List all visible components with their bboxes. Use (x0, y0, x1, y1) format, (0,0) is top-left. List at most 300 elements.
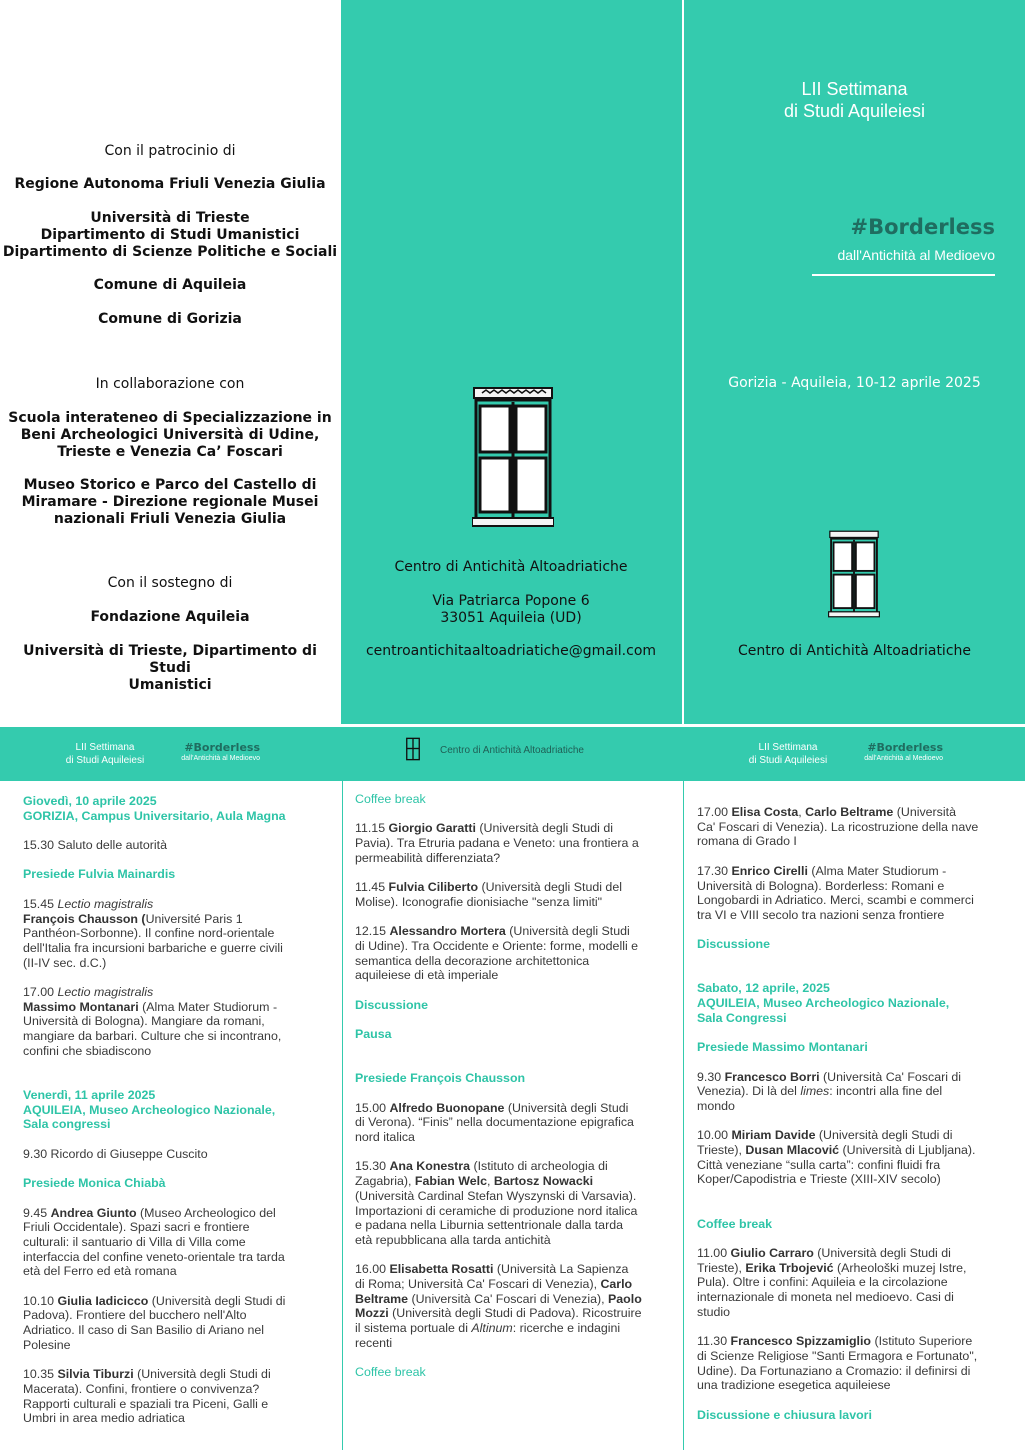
dip-scienze-politiche: Dipartimento di Scienze Politiche e Sociali (2, 244, 338, 260)
speaker-name: Elisabetta Rosatti (389, 1262, 494, 1277)
text: Importazioni di ceramiche di produzione nord italica (355, 1203, 638, 1218)
speaker-name: Bartosz Nowacki (493, 1174, 594, 1189)
spacer (355, 1086, 670, 1101)
spacer (23, 853, 328, 868)
univ-trieste: Università di Trieste (90, 210, 250, 226)
program-line (355, 836, 670, 851)
text: : incontri alla fine del (829, 1084, 943, 1099)
text: 10.10 (23, 1293, 58, 1308)
banner-hashtag-right: #Borderless (867, 741, 943, 754)
program-line (23, 1338, 328, 1353)
program-line (23, 1323, 328, 1338)
speaker-name: Giulia Iadicicco (57, 1293, 149, 1308)
speaker-name: Erika Trbojević (745, 1260, 834, 1275)
program-line (23, 1308, 328, 1323)
window-icon (828, 530, 880, 618)
text: (Università di Ljubljana). (839, 1143, 976, 1158)
program-line (355, 1130, 670, 1145)
program-line (355, 954, 670, 969)
program-line (697, 1143, 1007, 1158)
program-line (697, 1305, 1007, 1320)
section-heading: Presiede Monica Chiabà (23, 1176, 166, 1191)
text: (Università degli Studi di (813, 1245, 951, 1260)
fondazione: Fondazione Aquileia (90, 609, 250, 625)
program-line (23, 1044, 328, 1059)
text: 9.30 Ricordo di Giuseppe Cuscito (23, 1146, 208, 1161)
program-line (697, 1349, 1007, 1364)
spacer (23, 1132, 328, 1147)
program-line (23, 941, 328, 956)
coffee-break-label: Coffee break (355, 792, 426, 806)
text: di Udine). Tra Occidente e Oriente: forme, modelli e (355, 938, 639, 953)
program-line (355, 1174, 670, 1189)
text: Adriatico. Il caso di San Basilio di Ariano nel (23, 1323, 265, 1338)
italic-text: limes (800, 1084, 830, 1099)
text: di Roma; Università Ca' Foscari di Venezia), (355, 1277, 601, 1292)
cover-place-date: Gorizia - Aquileia, 10-12 aprile 2025 (728, 375, 981, 391)
spacer (23, 823, 328, 838)
text: e padana nella Liburnia settentrionale dalla tarda (355, 1218, 623, 1233)
text: (Università Ca' Foscari di (819, 1069, 962, 1084)
program-line (355, 1101, 670, 1116)
text: (Alma Mater Studiorum - (138, 999, 278, 1014)
program-line (697, 1261, 1007, 1276)
speaker-name: Carlo Beltrame (805, 805, 894, 819)
text: tra VI e VIII secolo tra nazioni senza frontiere (697, 907, 945, 922)
museo-line-1: Museo Storico e Parco del Castello di (23, 477, 317, 493)
text: 9.45 (23, 1205, 51, 1220)
program-line (23, 912, 328, 927)
speaker-name: Fabian Welc (414, 1174, 487, 1189)
program-line (697, 893, 1007, 908)
text: (Università degli Studi (504, 1100, 629, 1115)
spacer (697, 1202, 1007, 1217)
program-line (23, 1235, 328, 1250)
text: (Università degli Studi di (815, 1128, 953, 1143)
program-line (23, 838, 328, 853)
sostegno-label: Con il sostegno di (107, 575, 233, 591)
speaker-name: Giulio Carraro (730, 1245, 814, 1260)
program-line (355, 1233, 670, 1248)
text: (Istituto Superiore (871, 1334, 973, 1349)
section-heading: AQUILEIA, Museo Archeologico Nazionale, (697, 996, 950, 1011)
window-icon (472, 386, 554, 528)
spacer (697, 1393, 1007, 1408)
banner-subtitle: dall'Antichità al Medioevo (181, 755, 260, 762)
speaker-name: Enrico Cirelli (731, 863, 808, 878)
program-line (355, 895, 670, 910)
text: aquileiese di età imperiale (355, 968, 499, 983)
comune-gorizia: Comune di Gorizia (98, 311, 242, 327)
section-heading: Giovedì, 10 aprile 2025 (23, 794, 157, 808)
scuola-line-3: Trieste e Venezia Ca’ Foscari (57, 444, 283, 460)
collab-label: In collaborazione con (95, 376, 245, 392)
spacer (697, 1055, 1007, 1070)
program-line (23, 1382, 328, 1397)
program-line (697, 864, 1007, 879)
speaker-name: Beltrame (355, 1291, 409, 1306)
italic-text: Lectio magistralis (57, 985, 154, 1000)
program-line (23, 985, 328, 1000)
spacer (697, 1025, 1007, 1040)
text: mondo (697, 1098, 735, 1113)
text: Macerata). Confini, frontiere o convivenza? (23, 1381, 260, 1396)
text: Pavia). Tra Etruria padana e Veneto: una frontiera a (355, 836, 639, 851)
program-line (23, 1264, 328, 1279)
banner-centro: Centro di Antichità Altoadriatiche (440, 745, 584, 756)
speaker-name: Massimo Montanari (23, 999, 139, 1014)
section-heading: Pausa (355, 1027, 392, 1042)
text: nord italica (355, 1130, 415, 1145)
program-line (355, 1277, 670, 1292)
cover-panel (684, 0, 1025, 724)
program-line (23, 1220, 328, 1235)
section-heading: Presiede François Chausson (355, 1071, 526, 1086)
text: Trieste), (697, 1260, 746, 1275)
spacer (23, 1059, 328, 1074)
text: , (798, 805, 806, 819)
speaker-name: Paolo (608, 1291, 642, 1306)
coffee-break-label: Coffee break (355, 1365, 426, 1380)
contact-panel (340, 0, 682, 724)
text: 11.45 (355, 880, 389, 895)
text: (Alma Mater Studiorum - (807, 863, 947, 878)
banner (0, 727, 1025, 781)
text: (Museo Archeologico del (136, 1205, 276, 1220)
program-line (23, 1014, 328, 1029)
spacer (355, 1057, 670, 1072)
section-heading: Sala Congressi (697, 1010, 787, 1025)
program-line (697, 1334, 1007, 1349)
spacer (355, 1145, 670, 1160)
speaker-name: Fulvia Ciliberto (388, 880, 479, 895)
text: una tradizione esegetica aquileiese (697, 1378, 891, 1393)
program-line (355, 968, 670, 983)
text: (Università degli Studi del (478, 880, 622, 895)
program-line (23, 1294, 328, 1309)
speaker-name: François Chausson ( (23, 911, 146, 926)
text: il sistema portuale di (355, 1321, 472, 1336)
program-line (23, 956, 328, 971)
program-line (697, 1158, 1007, 1173)
text: 17.00 (697, 805, 732, 819)
scuola-line-1: Scuola interateneo di Specializzazione in (8, 410, 332, 426)
regione: Regione Autonoma Friuli Venezia Giulia (14, 176, 326, 192)
program-line (23, 926, 328, 941)
text: 15.45 (23, 896, 58, 911)
column-divider (339, 0, 341, 724)
spacer (355, 866, 670, 881)
program-line (355, 1292, 670, 1307)
speaker-name: Andrea Giunto (50, 1205, 137, 1220)
spacer (355, 1351, 670, 1366)
text: (II-IV sec. d.C.) (23, 955, 107, 970)
text: 10.00 (697, 1128, 732, 1143)
text: (Università degli Studi di (133, 1367, 271, 1382)
text: di Verona). “Finis” nella documentazione epigrafica (355, 1115, 634, 1130)
address-line-2: 33051 Aquileia (UD) (440, 610, 582, 626)
text: (Università (893, 805, 956, 819)
text: Koper/Capodistria e Trieste (XIII-XIV secolo) (697, 1172, 941, 1187)
column-divider (342, 781, 343, 1450)
email[interactable]: centroantichitaaltoadriatiche@gmail.com (365, 643, 657, 659)
banner-title-2-right: di Studi Aquileiesi (748, 754, 828, 766)
text: Città veneziane “sulla carta”: confini fluidi fra (697, 1157, 941, 1172)
text: Trieste), (697, 1143, 746, 1158)
univ-dip-line-1: Università di Trieste, Dipartimento di Studi (23, 643, 317, 676)
text: di Scienze Religiose "Santi Ermagora e Fortunato", (697, 1348, 978, 1363)
spacer (23, 1279, 328, 1294)
text: semantica della decorazione architettonica (355, 953, 590, 968)
spacer (697, 952, 1007, 967)
section-heading: Discussione (355, 997, 428, 1012)
program-line (697, 1246, 1007, 1261)
patrons-panel (0, 0, 340, 724)
text: 17.00 (23, 985, 58, 1000)
program-line (23, 1029, 328, 1044)
cover-divider (812, 274, 995, 276)
speaker-name: Alessandro Mortera (389, 924, 506, 939)
banner-title-2: di Studi Aquileiesi (65, 754, 145, 766)
cover-centro: Centro di Antichità Altoadriatiche (737, 643, 972, 659)
spacer (697, 1114, 1007, 1129)
text: internazionale di moneta nel medioevo. Casi di (697, 1290, 954, 1305)
spacer (23, 1161, 328, 1176)
text: Polesine (23, 1337, 71, 1352)
text: 16.00 (355, 1262, 390, 1277)
program-line (697, 1364, 1007, 1379)
text: (Università degli Studi (505, 924, 630, 939)
banner-subtitle-right: dall'Antichità al Medioevo (864, 755, 943, 762)
spacer (355, 1012, 670, 1027)
spacer (355, 910, 670, 925)
program-line (355, 924, 670, 939)
program-line (697, 1070, 1007, 1085)
comune-aquileia: Comune di Aquileia (93, 277, 247, 293)
text: età repubblicana alla tarda antichità (355, 1232, 551, 1247)
column-divider (683, 781, 684, 1450)
spacer (23, 1353, 328, 1368)
section-heading: Venerdì, 11 aprile 2025 (23, 1087, 156, 1102)
program-line (23, 1250, 328, 1265)
banner-title-1-right: LII Settimana (758, 742, 818, 753)
spacer (23, 882, 328, 897)
program-line (355, 1159, 670, 1174)
text: età del Ferro ed età romana (23, 1264, 177, 1279)
text: Università di Bologna). Mangiare da romani, (23, 1014, 265, 1029)
text: 11.00 (697, 1245, 731, 1260)
text: Université Paris 1 (145, 911, 243, 926)
text: 15.30 Saluto delle autorità (23, 838, 167, 853)
program-column-3 (697, 805, 1007, 1422)
text: 15.30 (355, 1159, 390, 1174)
program-line (23, 1206, 328, 1221)
program-line (355, 1321, 670, 1336)
text: 11.15 (355, 821, 389, 836)
program-line (355, 1336, 670, 1351)
spacer (23, 1191, 328, 1206)
program-line (23, 1397, 328, 1412)
cover-hashtag: #Borderless (850, 215, 995, 239)
spacer (697, 923, 1007, 938)
spacer (355, 983, 670, 998)
text: interfaccia del confine veneto-orientale tra tarda (23, 1249, 285, 1264)
text: culturali: il santuario di Villa di Villa come (23, 1234, 246, 1249)
text: Ca' Foscari di Venezia). La ricostruzione della nave (697, 819, 979, 834)
program-line (23, 897, 328, 912)
text: (Università Cardinal Stefan Wyszynski di Varsavia). (355, 1188, 637, 1203)
speaker-name: Silvia Tiburzi (57, 1367, 134, 1382)
program-column-2 (355, 792, 670, 1380)
spacer (697, 967, 1007, 982)
program-line (697, 834, 1007, 849)
program-line (697, 1099, 1007, 1114)
text: Zagabria), (355, 1174, 415, 1189)
cover-title-1: LII Settimana (801, 79, 908, 99)
text: studio (697, 1304, 731, 1319)
spacer (697, 1319, 1007, 1334)
speaker-name: Dusan Mlacović (745, 1143, 840, 1158)
program-line (697, 1378, 1007, 1393)
text: confini che sbiadiscono (23, 1043, 152, 1058)
program-line (23, 1367, 328, 1382)
text: 17.30 (697, 863, 732, 878)
univ-dip-line-2: Umanistici (128, 677, 212, 693)
text: Longobardi in Adriatico. Merci, scambi e commerci (697, 893, 974, 908)
section-heading: GORIZIA, Campus Universitario, Aula Magna (23, 808, 286, 823)
speaker-name: Giorgio Garatti (388, 821, 476, 836)
text: 12.15 (355, 924, 390, 939)
program-line (697, 1084, 1007, 1099)
text: dell'Italia fra incursioni barbariche e guerre civili (23, 940, 283, 955)
cover-subtitle: dall'Antichità al Medioevo (837, 247, 995, 263)
program-column-1 (23, 794, 328, 1426)
banner-title-1: LII Settimana (75, 742, 135, 753)
program-line (23, 1147, 328, 1162)
column-divider (682, 0, 684, 724)
program-line (355, 880, 670, 895)
program-line (355, 851, 670, 866)
speaker-name: Francesco Borri (724, 1069, 820, 1084)
text: (Università degli Studi di (148, 1293, 286, 1308)
dip-studi-umanistici: Dipartimento di Studi Umanistici (40, 227, 300, 243)
program-line (23, 1411, 328, 1426)
spacer (355, 1042, 670, 1057)
speaker-name: Alfredo Buonopane (389, 1100, 505, 1115)
section-heading: Presiede Fulvia Mainardis (23, 867, 176, 882)
program-line (355, 1218, 670, 1233)
program-line (23, 1000, 328, 1015)
text: Panthéon-Sorbonne). Il confine nord-orientale (23, 926, 275, 941)
program-line (355, 1204, 670, 1219)
spacer (23, 970, 328, 985)
banner-hashtag: #Borderless (184, 741, 260, 754)
program-line (697, 1172, 1007, 1187)
text: (Arheološki muzej Istre, (833, 1260, 967, 1275)
text: (Istituto di archeologia di (470, 1159, 608, 1174)
text: Udine). Da Fortunaziano a Cromazio: il definirsi di (697, 1363, 971, 1378)
program-line (697, 1275, 1007, 1290)
text: Pula). Oltre i confini: Aquileia e la circolazione (697, 1275, 948, 1290)
section-heading: Discussione e chiusura lavori (697, 1407, 872, 1422)
section-heading: Discussione (697, 937, 770, 952)
italic-text: Lectio magistralis (57, 896, 154, 911)
text: 11.30 (697, 1334, 731, 1349)
section-heading: Sala congressi (23, 1117, 111, 1132)
text: recenti (355, 1335, 393, 1350)
spacer (697, 1187, 1007, 1202)
program-line (355, 1189, 670, 1204)
patrocinio-label: Con il patrocinio di (104, 143, 236, 159)
speaker-name: Ana Konestra (389, 1159, 471, 1174)
cover-title-2: di Studi Aquileiesi (783, 101, 926, 121)
program-line (355, 1115, 670, 1130)
text: Venezia). Di là del (697, 1084, 801, 1099)
speaker-name: Francesco Spizzamiglio (730, 1334, 871, 1349)
speaker-name: Elisa Costa (731, 805, 799, 819)
italic-text: Altinum (471, 1321, 513, 1336)
text: (Università Ca' Foscari di Venezia), (408, 1291, 609, 1306)
section-heading: Coffee break (697, 1216, 773, 1231)
program-line (355, 1262, 670, 1277)
section-heading: Sabato, 12 aprile, 2025 (697, 981, 830, 996)
museo-line-2: Miramare - Direzione regionale Musei (21, 494, 319, 510)
spacer (355, 1248, 670, 1263)
text: mangiare da barbari. Culture che si incontrano, (23, 1029, 282, 1044)
speaker-name: Carlo (600, 1277, 633, 1292)
address-line-1: Via Patriarca Popone 6 (432, 593, 590, 609)
section-heading: Presiede Massimo Montanari (697, 1040, 868, 1055)
spacer (355, 807, 670, 822)
program-line (697, 879, 1007, 894)
spacer (23, 1073, 328, 1088)
text: Università di Bologna). Borderless: Romani e (697, 878, 945, 893)
program-line (697, 1128, 1007, 1143)
speaker-name: Miriam Davide (731, 1128, 816, 1143)
text: : ricerche e indagini (512, 1321, 621, 1336)
window-icon (406, 737, 420, 761)
text: permeabilità differenziata? (355, 850, 501, 865)
program-line (697, 820, 1007, 835)
program-line (697, 805, 1007, 820)
program-line (355, 1306, 670, 1321)
program-line (697, 908, 1007, 923)
text: Molise). Iconografie dionisiache "senza limiti" (355, 894, 603, 909)
program-line (355, 939, 670, 954)
spacer (697, 849, 1007, 864)
speaker-name: Mozzi (355, 1306, 389, 1321)
museo-line-3: nazionali Friuli Venezia Giulia (53, 511, 287, 527)
text: Umbri in area medio adriatica (23, 1411, 185, 1426)
text: Friuli Occidentale). Spazi sacri e frontiere (23, 1220, 250, 1235)
text: 10.35 (23, 1367, 58, 1382)
scuola-line-2: Beni Archeologici Università di Udine, (20, 427, 320, 443)
text: 9.30 (697, 1069, 725, 1084)
text: , (487, 1174, 494, 1189)
centro-name: Centro di Antichità Altoadriatiche (394, 559, 628, 575)
text: (Università La Sapienza (493, 1262, 629, 1277)
text: (Università degli Studi di Padova). Ricostruire (388, 1306, 642, 1321)
text: Rapporti culturali e spaziali tra Piceni, Galli e (23, 1396, 269, 1411)
text: (Università degli Studi di (475, 821, 614, 836)
text: 15.00 (355, 1100, 390, 1115)
section-heading: AQUILEIA, Museo Archeologico Nazionale, (23, 1102, 276, 1117)
text: romana di Grado I (697, 834, 797, 849)
spacer (697, 1231, 1007, 1246)
program-line (697, 1290, 1007, 1305)
program-line (355, 821, 670, 836)
text: Padova). Frontiere del bucchero nell'Alto (23, 1308, 247, 1323)
